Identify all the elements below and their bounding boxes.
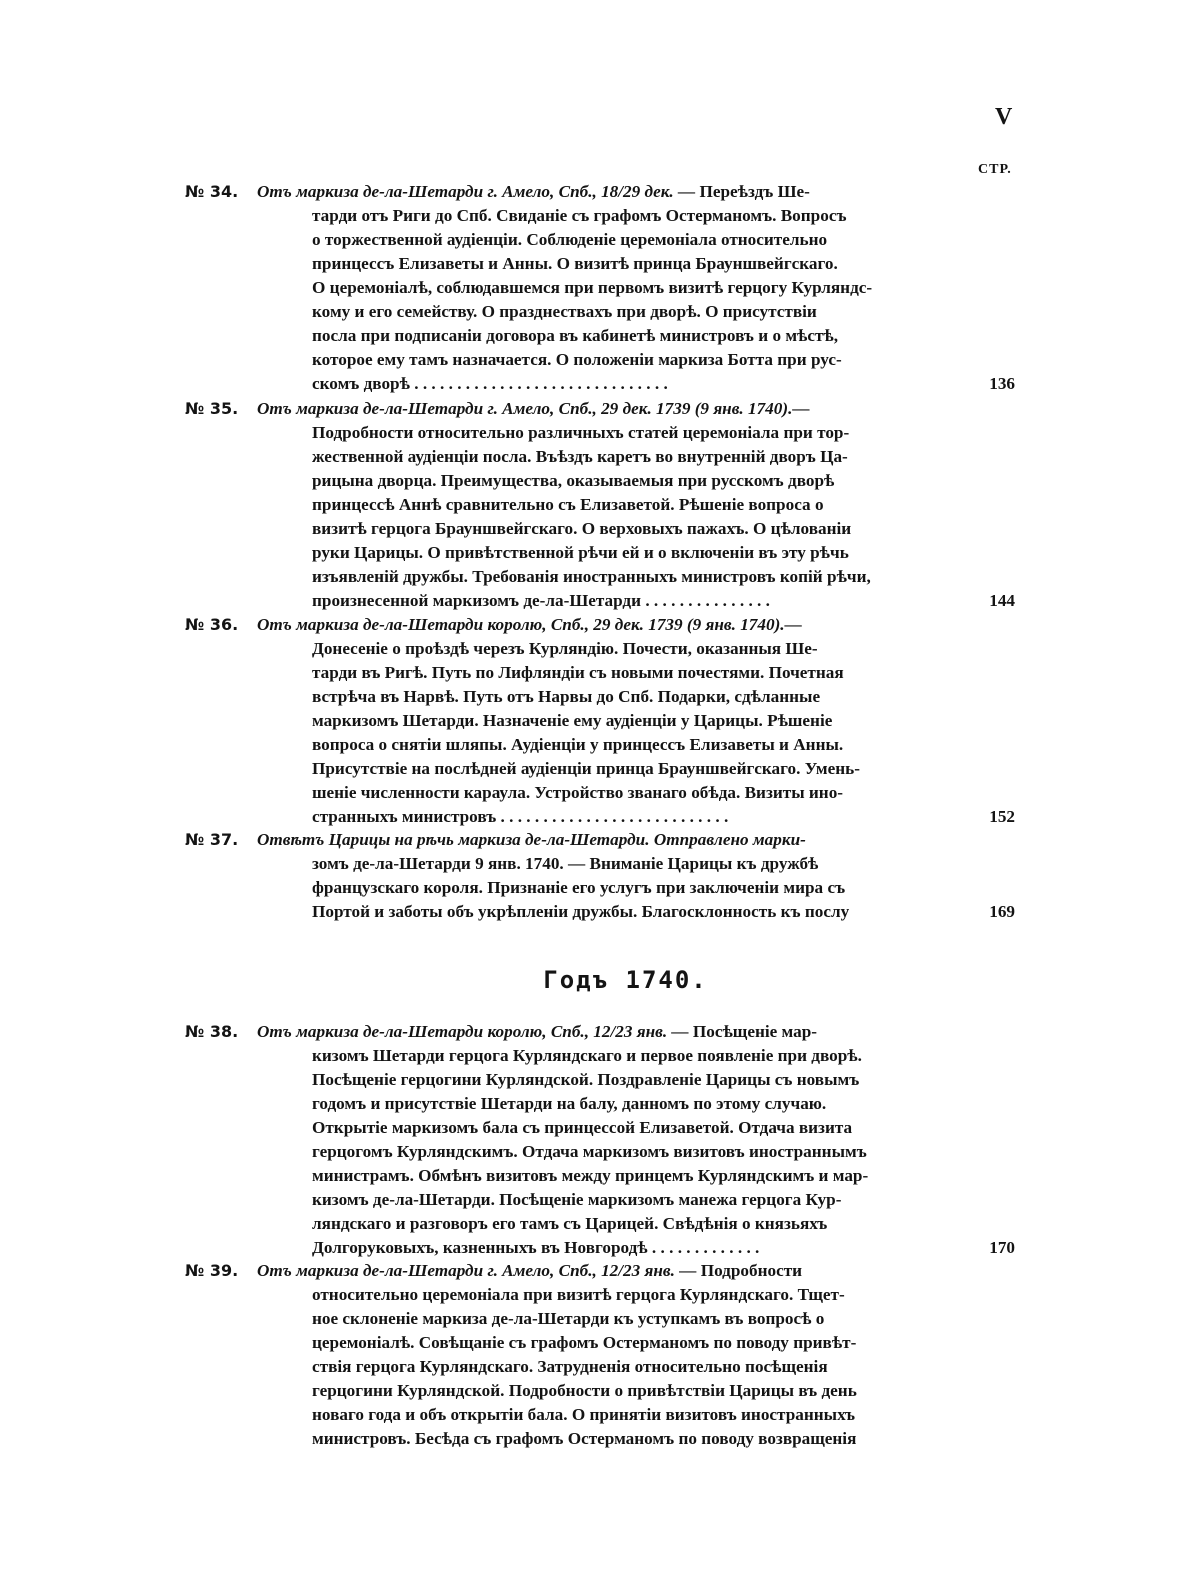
entry-line: Портой и заботы объ укрѣпленіи дружбы. Благосклонность къ послу (312, 902, 850, 921)
entry-line: о торжественной аудіенціи. Соблюденіе церемоніала относительно (312, 230, 828, 249)
entry-line: Посѣщеніе герцогини Курляндской. Поздравленіе Царицы съ новымъ (312, 1070, 860, 1089)
entry-line: ляндскаго и разговоръ его тамъ съ Царицей. Свѣдѣнія о князьяхъ (312, 1214, 828, 1233)
entry-number: № 35. (185, 399, 239, 418)
entry-number: № 34. (185, 182, 239, 201)
entry-number: № 39. (185, 1261, 239, 1280)
entry-line: маркизомъ Шетарди. Назначеніе ему аудіенціи у Царицы. Рѣшеніе (312, 711, 833, 730)
entry-line: скомъ дворѣ (312, 374, 410, 393)
entry-line: министровъ. Бесѣда съ графомъ Остерманомъ по поводу возвращенія (312, 1429, 857, 1448)
entry-line: визитѣ герцога Брауншвейгскаго. О верховыхъ пажахъ. О цѣлованіи (312, 519, 852, 538)
entry-line: руки Царицы. О привѣтственной рѣчи ей и о включеніи въ эту рѣчь (312, 543, 849, 562)
entry-line: встрѣча въ Нарвѣ. Путь отъ Нарвы до Спб. Подарки, сдѣланные (312, 687, 821, 706)
entry-heading: Отъ маркиза де-ла-Шетарди г. Амело, Спб., 18/29 дек. — (257, 182, 696, 201)
entry-heading: Отъ маркиза де-ла-Шетарди г. Амело, Спб., 12/23 янв. — (257, 1261, 697, 1280)
entry-page-number: 152 (989, 807, 1015, 826)
entry-line: странныхъ министровъ (312, 807, 497, 826)
entry-line: церемоніалѣ. Совѣщаніе съ графомъ Остерманомъ по поводу привѣт- (312, 1333, 857, 1352)
entry-line: шеніе численности караула. Устройство званаго обѣда. Визиты ино- (312, 783, 844, 802)
entry-line: принцессъ Елизаветы и Анны. О визитѣ принца Брауншвейгскаго. (312, 254, 838, 273)
entry-line: министрамъ. Обмѣнъ визитовъ между принцемъ Курляндскимъ и мар- (312, 1166, 869, 1185)
entry-number: № 38. (185, 1022, 239, 1041)
entry-line: герцогомъ Курляндскимъ. Отдача маркизомъ визитовъ иностраннымъ (312, 1142, 867, 1161)
entry-line: Донесеніе о проѣздѣ черезъ Курляндію. Почести, оказанныя Ше- (312, 639, 818, 658)
entry-line: рицына дворца. Преимущества, оказываемыя при русскомъ дворѣ (312, 471, 835, 490)
entry-line: кизомъ Шетарди герцога Курляндскаго и первое появленіе при дворѣ. (312, 1046, 862, 1065)
entry-page-number: 144 (989, 591, 1015, 610)
entry-number: № 36. (185, 615, 239, 634)
entry-line: кизомъ де-ла-Шетарди. Посѣщеніе маркизомъ манежа герцога Кур- (312, 1190, 842, 1209)
entry-line: французскаго короля. Признаніе его услугъ при заключеніи мира съ (312, 878, 846, 897)
leader-dots: . . . . . . . . . . . . . (647, 1238, 760, 1257)
year-heading: Годъ 1740. (543, 966, 708, 994)
entry-line: Долгоруковыхъ, казненныхъ въ Новгородѣ (312, 1238, 648, 1257)
entry-line: принцессѣ Аннѣ сравнительно съ Елизаветой. Рѣшеніе вопроса о (312, 495, 824, 514)
page-number: V (995, 104, 1013, 130)
entry-line: произнесенной маркизомъ де-ла-Шетарди (312, 591, 642, 610)
entry-line: Подробности (700, 1261, 803, 1280)
entry-line: Переѣздъ Ше- (699, 182, 810, 201)
entry-line: тарди отъ Риги до Спб. Свиданіе съ графомъ Остерманомъ. Вопросъ (312, 206, 847, 225)
entry-line: ствія герцога Курляндскаго. Затрудненія относительно посѣщенія (312, 1357, 828, 1376)
entry-heading: Отъ маркиза де-ла-Шетарди г. Амело, Спб., 29 дек. 1739 (9 янв. 1740).— (257, 399, 810, 418)
entry-page-number: 169 (989, 902, 1015, 921)
entry-line: относительно церемоніала при визитѣ герцога Курляндскаго. Тщет- (312, 1285, 845, 1304)
toc-entry-38 (185, 1020, 1015, 1260)
page-column-label: СТР. (978, 162, 1012, 177)
entry-heading-line (185, 180, 1015, 204)
toc-entry-39 (185, 1259, 1015, 1451)
entry-line: ное склоненіе маркиза де-ла-Шетарди къ уступкамъ въ вопросѣ о (312, 1309, 825, 1328)
entry-line: герцогини Курляндской. Подробности о привѣтствіи Царицы въ день (312, 1381, 857, 1400)
toc-entry-35 (185, 397, 1015, 613)
entry-line: изъявленій дружбы. Требованія иностранныхъ министровъ копій рѣчи, (312, 567, 871, 586)
entry-line: вопроса о снятіи шляпы. Аудіенціи у принцессъ Елизаветы и Анны. (312, 735, 844, 754)
entry-line: тарди въ Ригѣ. Путь по Лифляндіи съ новыми почестями. Почетная (312, 663, 844, 682)
entry-heading: Отвѣтъ Царицы на рѣчь маркиза де-ла-Шетарди. Отправлено марки- (257, 830, 806, 849)
leader-dots: . . . . . . . . . . . . . . . (641, 591, 770, 610)
entry-heading: Отъ маркиза де-ла-Шетарди королю, Спб., 12/23 янв. — (257, 1022, 689, 1041)
entry-line: посла при подписаніи договора въ кабинетѣ министровъ и о мѣстѣ, (312, 326, 839, 345)
entry-number: № 37. (185, 830, 239, 849)
entry-line: зомъ де-ла-Шетарди 9 янв. 1740. — Вниманіе Царицы къ дружбѣ (312, 854, 819, 873)
entry-page-number: 170 (989, 1238, 1015, 1257)
leader-dots: . . . . . . . . . . . . . . . . . . . . . . . . . . . (496, 807, 729, 826)
entry-line: О церемоніалѣ, соблюдавшемся при первомъ визитѣ герцогу Курляндс- (312, 278, 873, 297)
entry-line: кому и его семейству. О празднествахъ при дворѣ. О присутствіи (312, 302, 817, 321)
entry-line: которое ему тамъ назначается. О положеніи маркиза Ботта при рус- (312, 350, 842, 369)
entry-line: годомъ и присутствіе Шетарди на балу, данномъ по этому случаю. (312, 1094, 827, 1113)
entry-line: Посѣщеніе мар- (692, 1022, 818, 1041)
entry-line: жественной аудіенціи посла. Въѣздъ каретъ во внутренній дворъ Ца- (312, 447, 848, 466)
toc-entry-37 (185, 828, 1015, 924)
entry-line: Открытіе маркизомъ бала съ принцессой Елизаветой. Отдача визита (312, 1118, 853, 1137)
entry-line: Присутствіе на послѣдней аудіенціи принца Брауншвейгскаго. Умень- (312, 759, 860, 778)
entry-page-number: 136 (989, 374, 1015, 393)
leader-dots: . . . . . . . . . . . . . . . . . . . . . . . . . . . . . . (409, 374, 668, 393)
entry-line: новаго года и объ открытіи бала. О принятіи визитовъ иностранныхъ (312, 1405, 856, 1424)
entry-line: Подробности относительно различныхъ статей церемоніала при тор- (312, 423, 850, 442)
toc-entry-34 (185, 180, 1015, 396)
toc-entry-36 (185, 613, 1015, 829)
entry-heading: Отъ маркиза де-ла-Шетарди королю, Спб., 29 дек. 1739 (9 янв. 1740).— (257, 615, 802, 634)
